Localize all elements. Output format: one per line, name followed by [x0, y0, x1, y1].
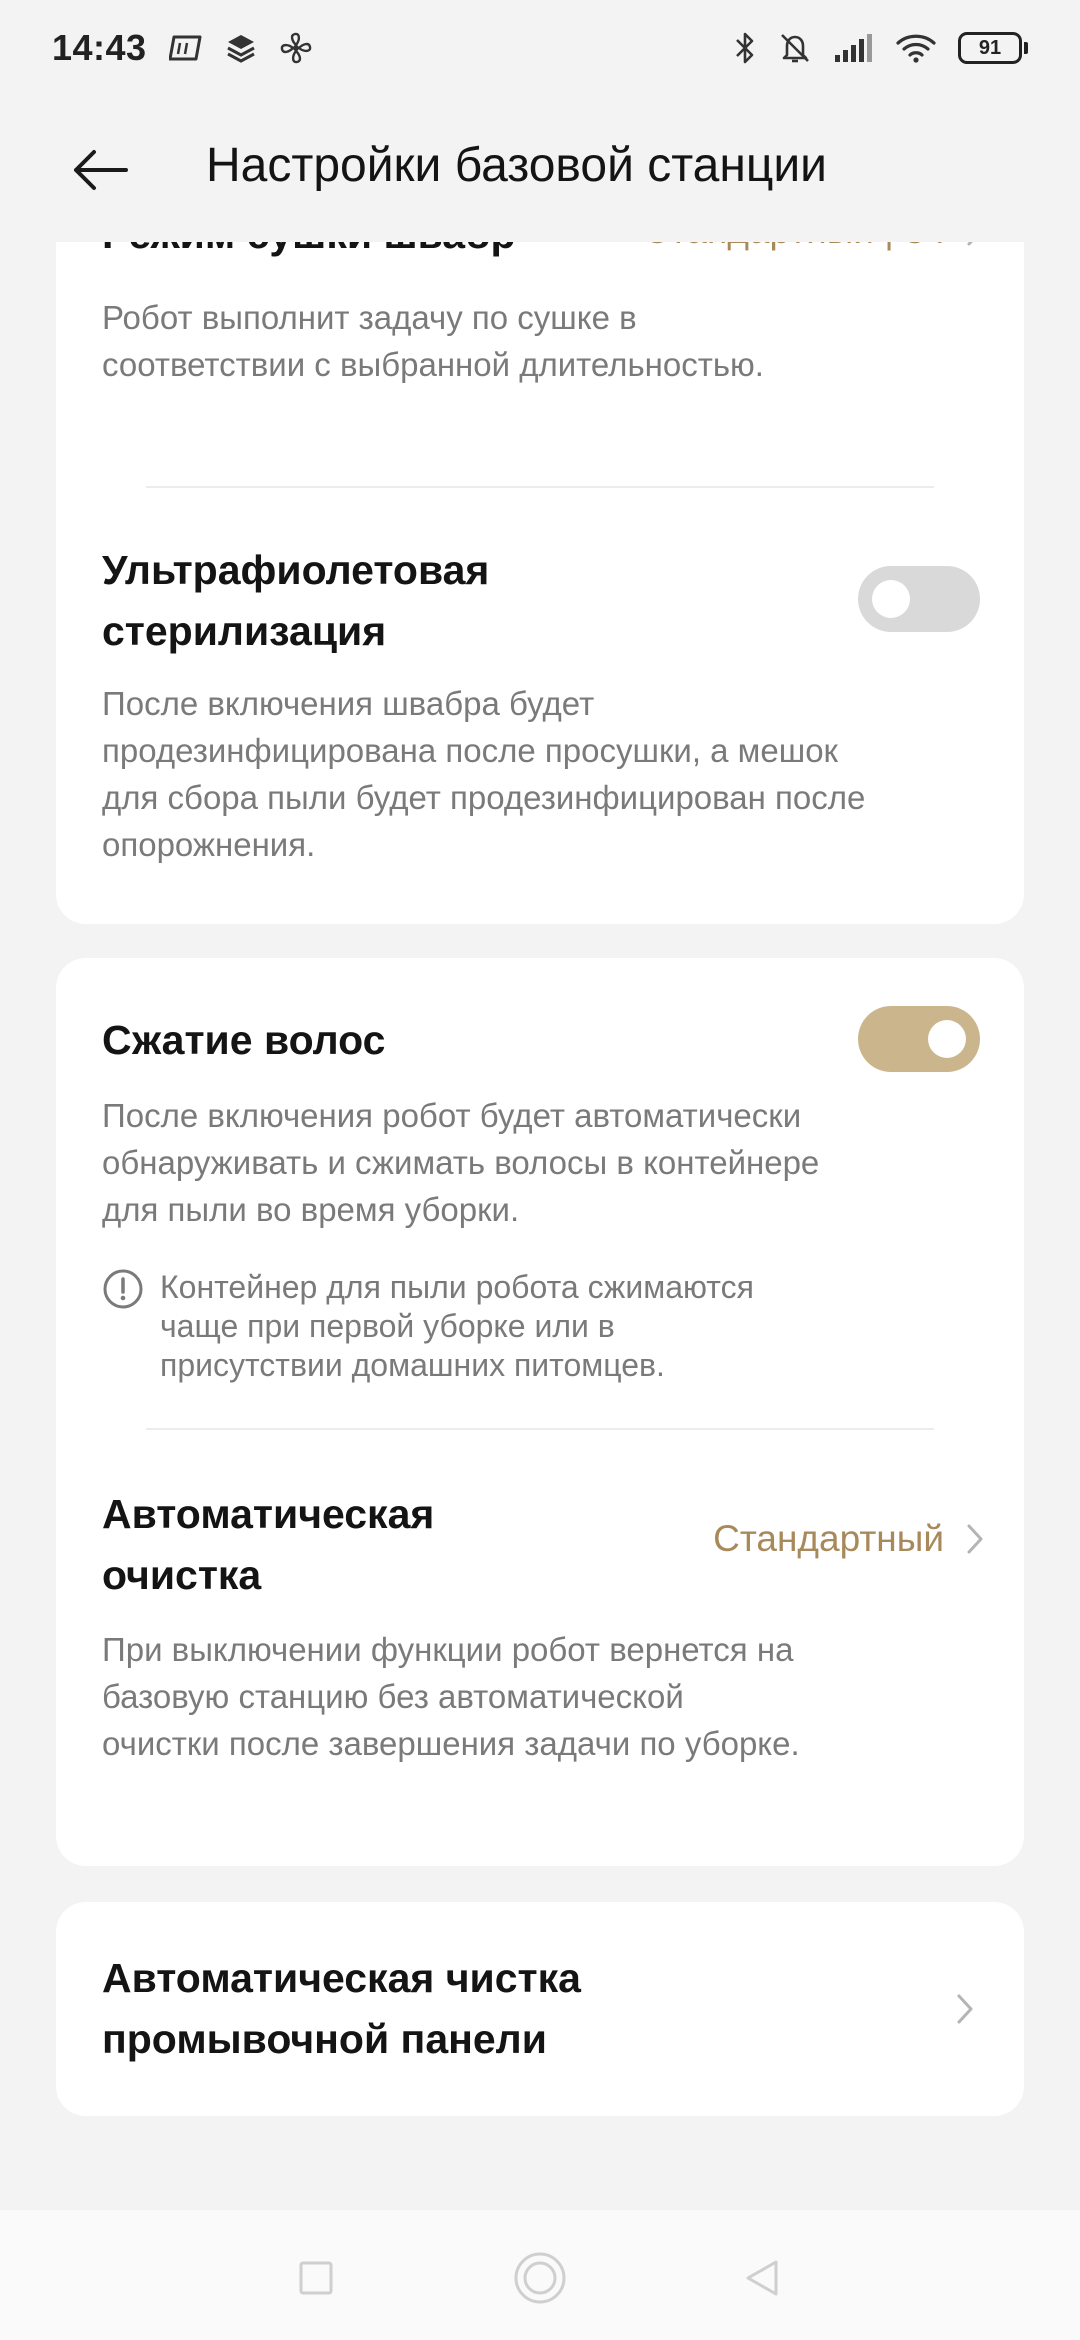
recent-apps-button[interactable] [286, 2250, 346, 2310]
home-button[interactable] [510, 2250, 570, 2310]
auto-clean-value: Стандартный [713, 1518, 944, 1559]
auto-clean-value-link[interactable] [713, 1518, 984, 1560]
chevron-right-icon [966, 1523, 984, 1555]
settings-card-wash-panel[interactable] [56, 1902, 1024, 2116]
hair-compression-toggle[interactable] [858, 1006, 980, 1072]
settings-card-hair [56, 958, 1024, 1866]
bell-off-icon [778, 28, 812, 68]
battery-level: 91 [958, 32, 1022, 64]
status-time: 14:43 [52, 27, 147, 68]
notes-app-icon [169, 28, 203, 68]
hair-compression-note-text: Контейнер для пыли робота сжимаются чаще при первой уборке или в присутствии домашних питомцев. [160, 1269, 754, 1383]
wash-panel-cleaning-title: Автоматическая чистка промывочной панели [102, 1955, 581, 2062]
divider [146, 486, 934, 488]
hair-compression-note [102, 1268, 800, 1385]
settings-card-drying [56, 150, 1024, 924]
auto-clean-description: При выключении функции робот вернется на базовую станцию без автоматической очистки после завершения задачи по уборке. [102, 1631, 800, 1762]
uv-sterilization-title: Ультрафиолетовая стерилизация [102, 547, 490, 654]
triangle-back-icon [742, 2258, 782, 2303]
circle-icon [512, 2250, 568, 2311]
arrow-left-icon [70, 148, 130, 197]
bluetooth-icon [734, 28, 756, 68]
back-button[interactable] [60, 132, 140, 212]
toggle-knob [872, 580, 910, 618]
mop-drying-description: Робот выполнит задачу по сушке в соответствии с выбранной длительностью. [102, 299, 764, 383]
signal-icon [834, 28, 874, 68]
system-navigation-bar [0, 2210, 1080, 2340]
system-back-button[interactable] [732, 2250, 792, 2310]
layers-icon [225, 28, 257, 68]
auto-clean-title: Автоматическая очистка [102, 1491, 435, 1598]
uv-sterilization-toggle[interactable] [858, 566, 980, 632]
page-title: Настройки базовой станции [206, 139, 827, 192]
status-bar [0, 0, 1080, 96]
wifi-icon [896, 28, 936, 68]
chevron-right-icon [956, 1993, 974, 2025]
square-icon [298, 2260, 334, 2301]
info-warning-icon [102, 1268, 144, 1315]
battery-icon [958, 32, 1028, 64]
hair-compression-description: После включения робот будет автоматически обнаруживать и сжимать волосы в контейнере для пыли во время уборки. [102, 1097, 820, 1228]
uv-sterilization-description: После включения швабра будет продезинфицирована после просушки, а мешок для сбора пыли будет продезинфицирован после опорожнения. [102, 685, 866, 863]
toggle-knob [928, 1020, 966, 1058]
fan-icon [279, 28, 313, 68]
divider [146, 1428, 934, 1430]
app-header [0, 96, 1080, 242]
hair-compression-title: Сжатие волос [102, 1017, 386, 1063]
